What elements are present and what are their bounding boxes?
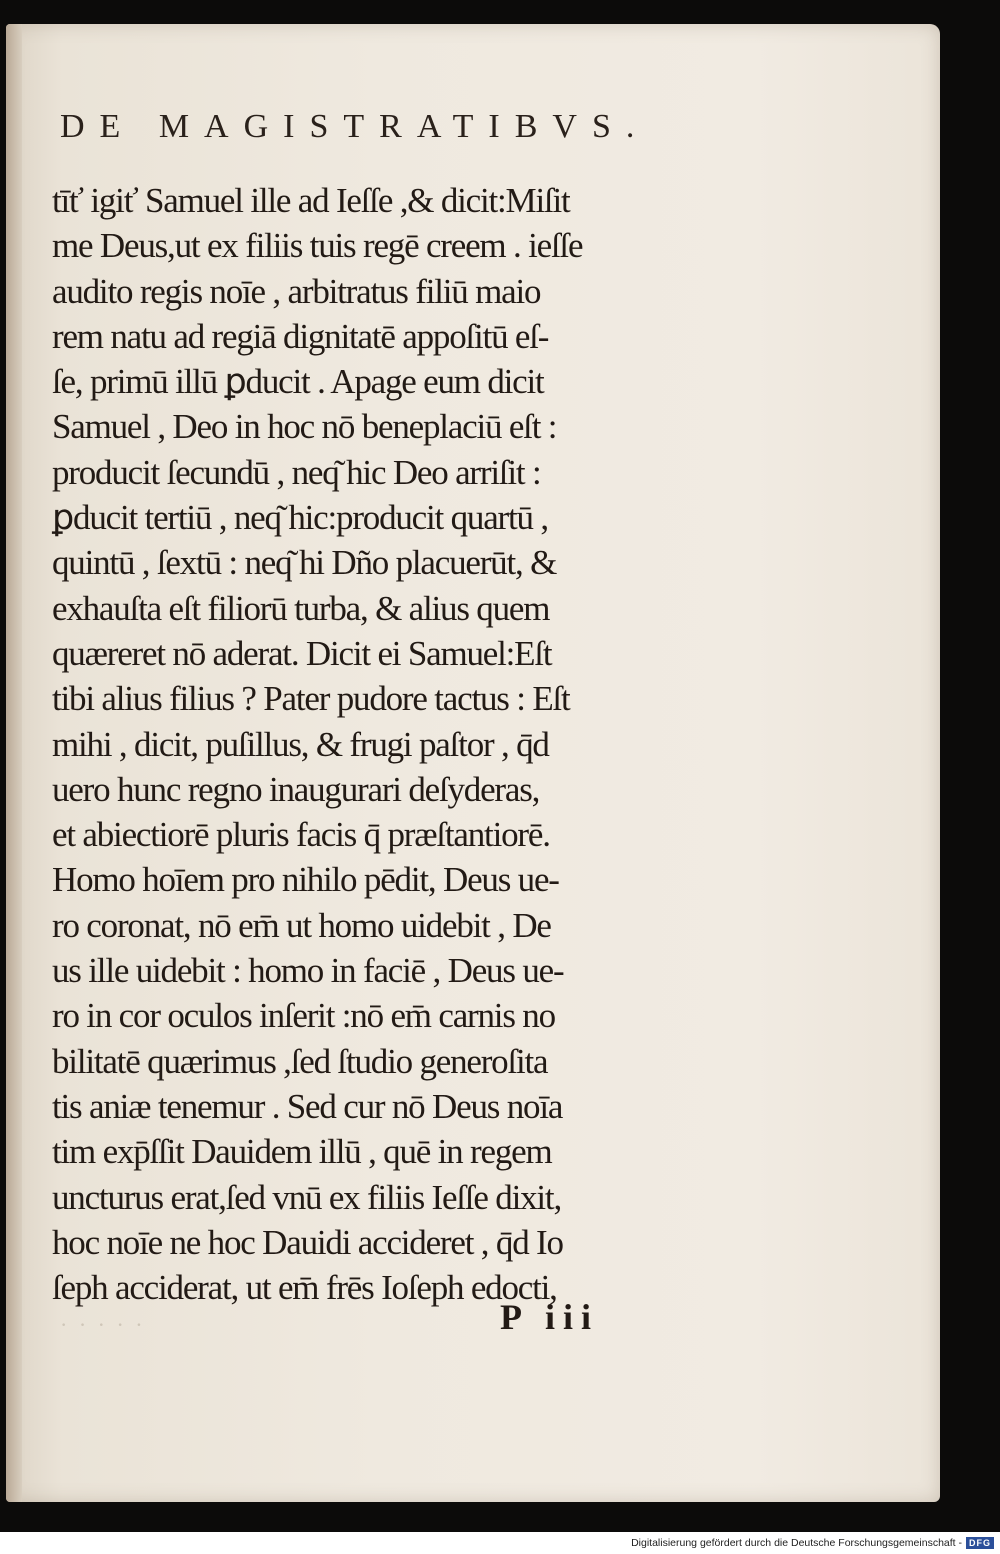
dfg-logo-icon: DFG [966, 1537, 994, 1549]
text-line: Homo hoīem pro nihilo pēdit, Deus ue- [52, 860, 559, 900]
text-line: quintū , ſextū : neq͂ hi Dño placuerūt, & [52, 543, 557, 583]
footer-bar [0, 1532, 1000, 1554]
page-gutter-edge [6, 24, 22, 1502]
text-line: us ille uidebit : homo in faciē , Deus ue- [52, 951, 564, 991]
text-line: rem natu ad regiā dignitatē appoſitū eſ- [52, 316, 549, 356]
text-line: quæreret nō aderat. Dicit ei Samuel:Eſt [52, 633, 552, 673]
text-line: uero hunc regno inaugurari deſyderas, [52, 769, 540, 809]
text-line: ſeph acciderat, ut em̄ frēs Ioſeph edocti, [52, 1268, 557, 1308]
text-line: et abiectiorē pluris facis q̄ præſtantiorē. [52, 815, 550, 855]
text-line: ſe, primū illū ꝑducit . Apage eum dicit [52, 362, 544, 402]
text-line: hoc noīe ne hoc Dauidi accideret , q̄d Io [52, 1222, 563, 1262]
text-line: ro coronat, nō em̄ ut homo uidebit , De [52, 905, 551, 945]
text-line: ro in cor oculos inſerit :nō em̄ carnis no [52, 996, 555, 1036]
text-line: producit ſecundū , neq͂ hic Deo arriſit : [52, 452, 541, 492]
text-line: tibi alius filius ? Pater pudore tactus : Eſt [52, 679, 570, 719]
text-line: audito regis noīe , arbitratus filiū maio [52, 271, 541, 311]
text-line: ꝑducit tertiū , neq͂ hic:producit quartū , [52, 498, 548, 538]
text-line: uncturus erat,ſed vnū ex filiis Ieſſe dixit, [52, 1177, 561, 1217]
show-through-mark: · · · · · [60, 1312, 146, 1337]
text-line: mihi , dicit, puſillus, & frugi paſtor , q̄d [52, 724, 549, 764]
body-text [52, 178, 678, 1310]
running-head: DE MAGISTRATIBVS. [60, 108, 650, 145]
funding-credit: Digitalisierung gefördert durch die Deutsche Forschungsgemeinschaft - [631, 1537, 962, 1549]
text-line: tim exp̄ſſit Dauidem illū , quē in regem [52, 1132, 552, 1172]
text-line: Samuel , Deo in hoc nō beneplaciū eſt : [52, 407, 557, 447]
signature-mark: P iii [500, 1297, 600, 1337]
text-line: me Deus,ut ex filiis tuis regē creem . ieſſe [52, 226, 583, 266]
text-line: bilitatē quærimus ,ſed ſtudio generoſita [52, 1041, 548, 1081]
text-line: exhauſta eſt filiorū turba, & alius quem [52, 588, 550, 628]
text-line: tis aniæ tenemur . Sed cur nō Deus noīa [52, 1086, 563, 1126]
text-line: tīť igiť Samuel ille ad Ieſſe ,& dicit:Miſit [52, 181, 570, 220]
